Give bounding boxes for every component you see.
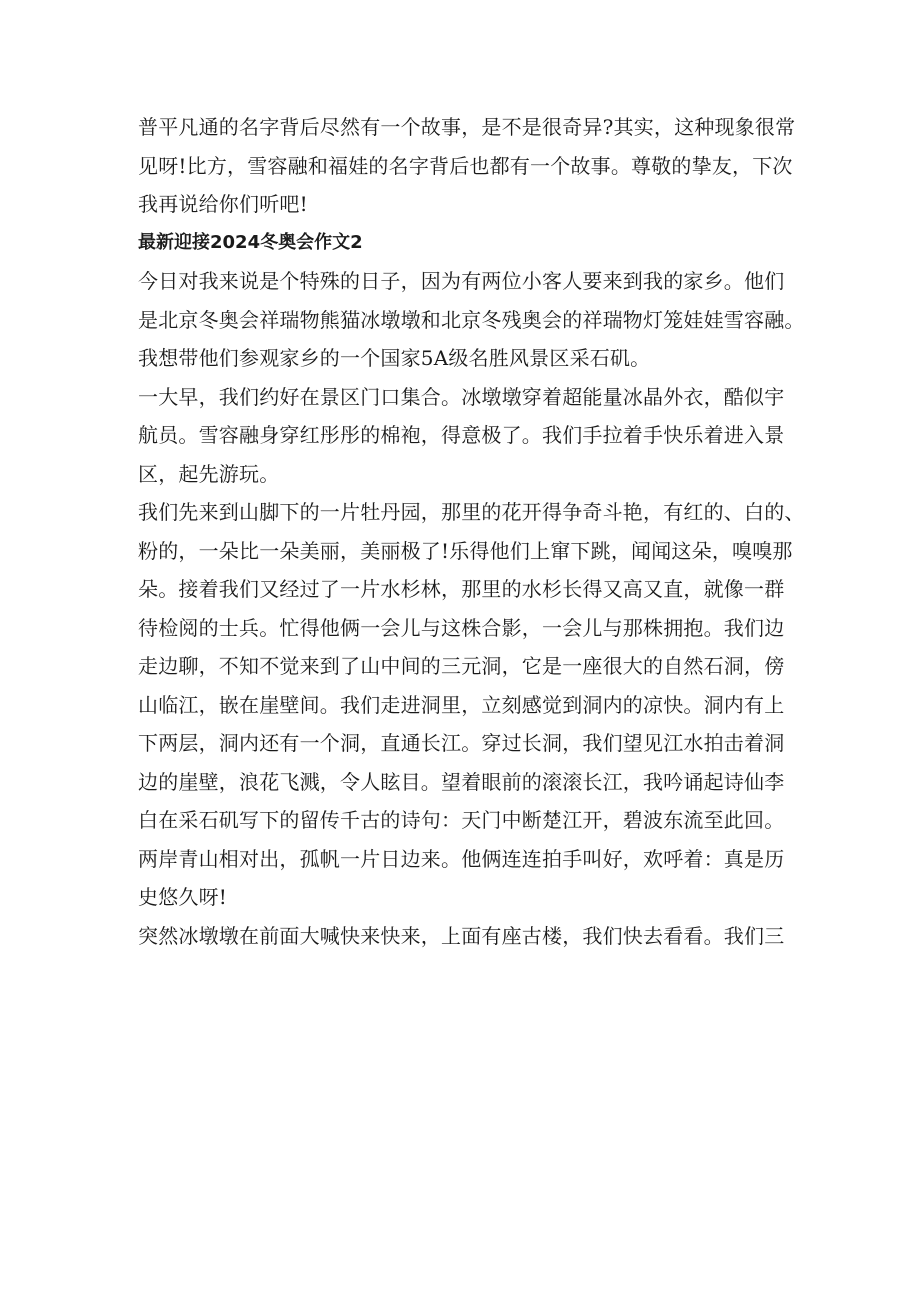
- text-line: 今日对我来说是个特殊的日子，因为有两位小客人要来到我的家乡。他们: [138, 269, 785, 293]
- text-line: 区，起先游玩。: [138, 461, 280, 486]
- text-line: 朵。接着我们又经过了一片水杉林，那里的水杉长得又高又直，就像一群: [138, 577, 785, 601]
- text-line: 边的崖壁，浪花飞溅，令人眩目。望着眼前的滚滚长江，我吟诵起诗仙李: [138, 769, 785, 794]
- text-line: 突然冰墩墩在前面大喊快来快来，上面有座古楼，我们快去看看。我们三: [138, 923, 785, 948]
- text-line: 待检阅的士兵。忙得他俩一会儿与这株合影，一会儿与那株拥抱。我们边: [138, 615, 785, 640]
- text-line: 航员。雪容融身穿红彤彤的棉袍，得意极了。我们手拉着手快乐着进入景: [138, 423, 785, 447]
- text-line: 粉的，一朵比一朵美丽，美丽极了!乐得他们上窜下跳，闻闻这朵，嗅嗅那: [138, 538, 793, 563]
- text-line: 是北京冬奥会祥瑞物熊猫冰墩墩和北京冬残奥会的祥瑞物灯笼娃娃雪容融。: [138, 307, 805, 332]
- paragraph-morning: [138, 378, 798, 494]
- text-line: 白在采石矶写下的留传千古的诗句：天门中断楚江开，碧波东流至此回。: [138, 808, 785, 832]
- text-line: 走边聊，不知不觉来到了山中间的三元洞，它是一座很大的自然石洞，傍: [138, 654, 785, 678]
- text-line: 我想带他们参观家乡的一个国家5A级名胜风景区采石矶。: [138, 346, 651, 370]
- text-line: 两岸青山相对出，孤帆一片日边来。他俩连连拍手叫好，欢呼着：真是历: [138, 846, 785, 871]
- text-line: 我再说给你们听吧!: [138, 192, 308, 216]
- paragraph-ancient-tower: [138, 917, 798, 956]
- text-line: 见呀!比方，雪容融和福娃的名字背后也都有一个故事。尊敬的挚友，下次: [138, 153, 793, 178]
- text-line: 一大早，我们约好在景区门口集合。冰墩墩穿着超能量冰晶外衣，酷似宇: [138, 384, 785, 409]
- text-line: 山临江，嵌在崖壁间。我们走进洞里，立刻感觉到洞内的凉快。洞内有上: [138, 692, 785, 717]
- text-line: 普平凡通的名字背后尽然有一个故事，是不是很奇异?其实，这种现象很常: [138, 115, 796, 139]
- paragraph-tour: [138, 493, 805, 917]
- text-line: 史悠久呀!: [138, 885, 228, 909]
- text-line: 下两层，洞内还有一个洞，直通长江。穿过长洞，我们望见江水拍击着洞: [138, 731, 785, 755]
- paragraph-intro-ending: [138, 108, 798, 224]
- section-heading: 最新迎接2024冬奥会作文2: [138, 231, 363, 253]
- paragraph-visitors: [138, 262, 805, 378]
- document-content: [138, 108, 805, 955]
- text-line: 我们先来到山脚下的一片牡丹园，那里的花开得争奇斗艳，有红的、白的、: [138, 500, 805, 524]
